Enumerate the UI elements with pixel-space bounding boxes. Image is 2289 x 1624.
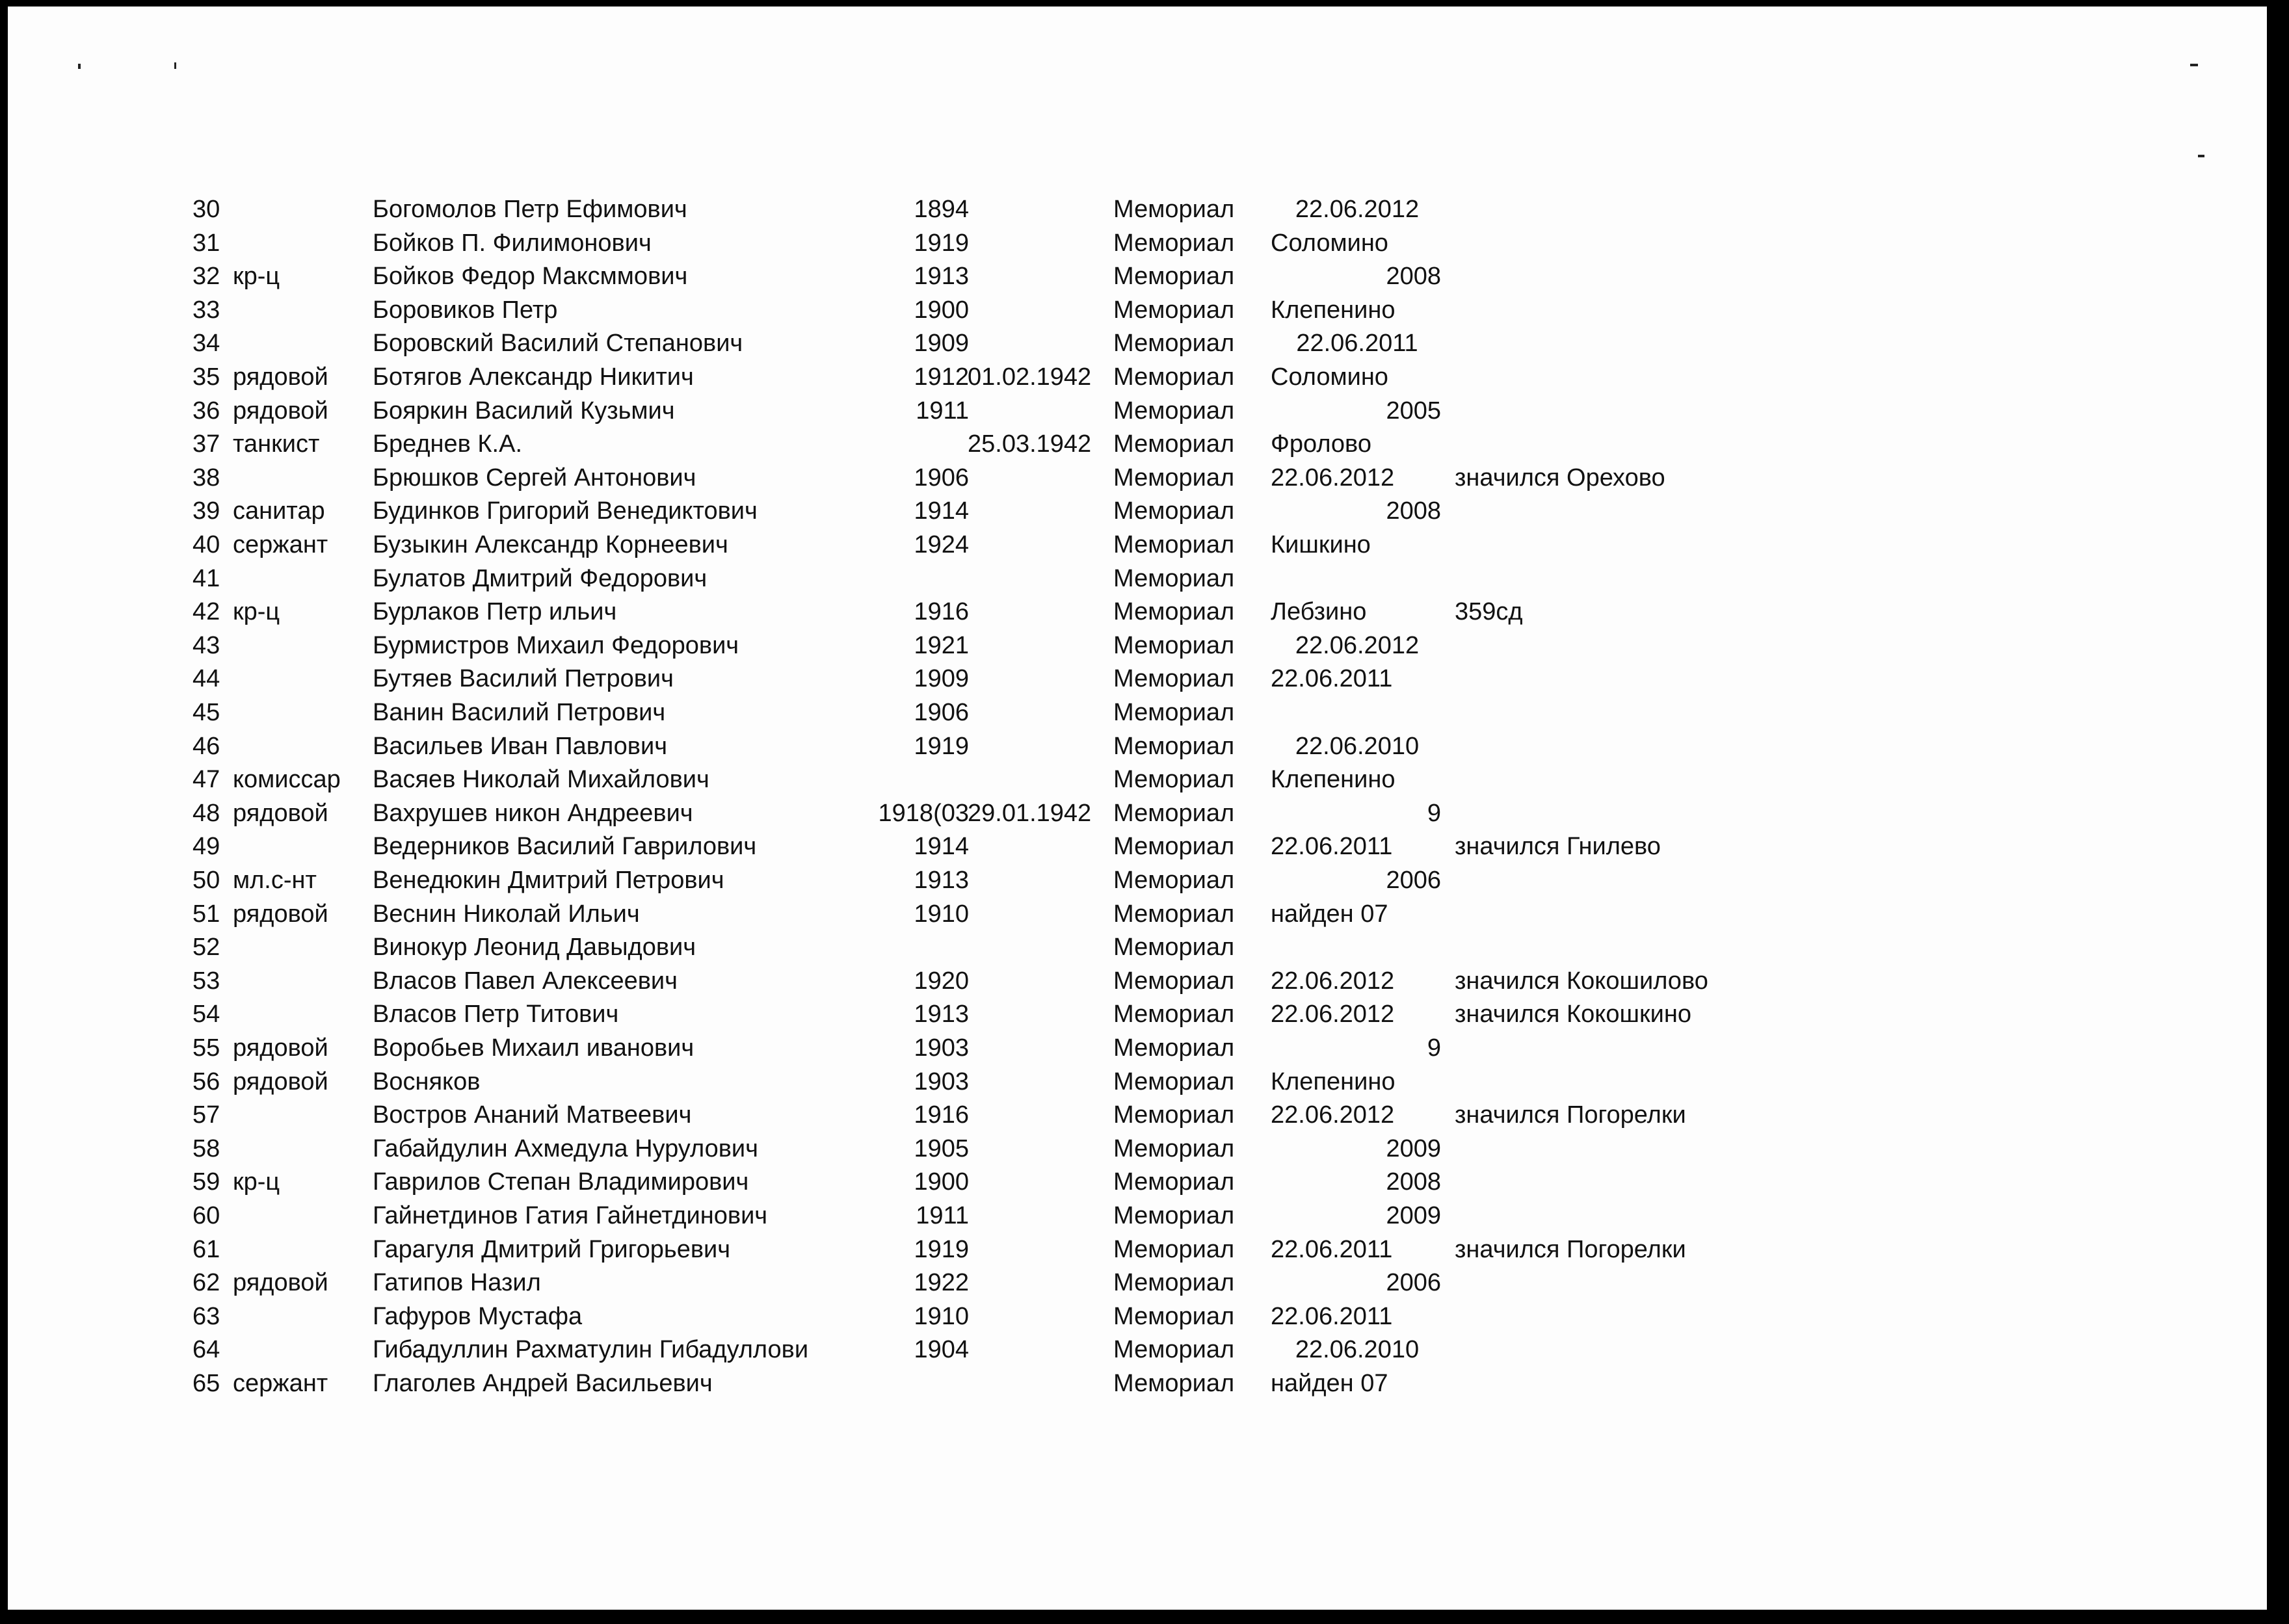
- birth-year-cell: 1900: [914, 296, 969, 324]
- name-cell: Гаврилов Степан Владимирович: [373, 1168, 749, 1196]
- name-cell: Бутяев Василий Петрович: [373, 665, 674, 693]
- name-cell: Веснин Николай Ильич: [373, 900, 640, 928]
- place-cell: 22.06.2011: [1271, 665, 1393, 693]
- rank-cell: кр-ц: [233, 598, 280, 626]
- name-cell: Габайдулин Ахмедула Нурулович: [373, 1134, 758, 1162]
- name-cell: Бояркин Василий Кузьмич: [373, 397, 675, 425]
- memorial-cell: Мемориал: [1113, 967, 1235, 995]
- rank-cell: кр-ц: [233, 1168, 280, 1196]
- place-cell: Клепенино: [1271, 1067, 1396, 1095]
- memorial-cell: Мемориал: [1113, 766, 1235, 794]
- birth-year-cell: 1919: [914, 1235, 969, 1263]
- birth-year-cell: 1894: [914, 196, 969, 223]
- row-number: 59: [192, 1168, 220, 1196]
- table-row: [0, 1199, 2211, 1233]
- memorial-cell: Мемориал: [1113, 934, 1235, 962]
- table-row: [0, 427, 2211, 461]
- name-cell: Будинков Григорий Венедиктович: [373, 497, 758, 525]
- name-cell: Бойков Федор Максммович: [373, 263, 688, 291]
- rank-cell: танкист: [233, 430, 320, 458]
- memorial-cell: Мемориал: [1113, 598, 1235, 626]
- memorial-cell: Мемориал: [1113, 1202, 1235, 1229]
- row-number: 53: [192, 967, 220, 995]
- name-cell: Венедюкин Дмитрий Петрович: [373, 867, 724, 894]
- birth-year-cell: 1919: [914, 732, 969, 760]
- table-row: [0, 326, 2211, 360]
- name-cell: Богомолов Петр Ефимович: [373, 196, 687, 223]
- note-cell: 359сд: [1455, 598, 1523, 626]
- name-cell: Ванин Василий Петрович: [373, 699, 666, 726]
- name-cell: Бурлаков Петр ильич: [373, 598, 617, 626]
- table-row: [0, 1031, 2211, 1065]
- row-number: 52: [192, 934, 220, 962]
- row-number: 38: [192, 464, 220, 491]
- memorial-cell: Мемориал: [1113, 833, 1235, 861]
- death-date-cell: 29.01.1942: [968, 799, 1092, 827]
- name-cell: Власов Павел Алексеевич: [373, 967, 678, 995]
- place-cell: Лебзино: [1271, 598, 1367, 626]
- birth-year-cell: 1914: [914, 833, 969, 861]
- birth-year-cell: 1903: [914, 1034, 969, 1062]
- memorial-cell: Мемориал: [1113, 363, 1235, 391]
- birth-year-cell: 1906: [914, 464, 969, 491]
- memorial-cell: Мемориал: [1113, 1001, 1235, 1028]
- place-cell: 22.06.2011: [1271, 1235, 1393, 1263]
- table-row: [0, 1132, 2211, 1166]
- rank-cell: сержант: [233, 531, 328, 558]
- place-cell: 22.06.2012: [1271, 464, 1395, 491]
- place-cell: 2008: [1386, 497, 1441, 525]
- name-cell: Винокур Леонид Давыдович: [373, 934, 696, 962]
- place-cell: 22.06.2012: [1295, 196, 1420, 223]
- place-cell: 9: [1427, 1034, 1441, 1062]
- birth-year-cell: 1921: [914, 631, 969, 659]
- birth-year-cell: 1904: [914, 1336, 969, 1364]
- place-cell: 2008: [1386, 1168, 1441, 1196]
- table-row: [0, 729, 2211, 763]
- name-cell: Гафуров Мустафа: [373, 1302, 583, 1330]
- table-row: [0, 662, 2211, 696]
- death-date-cell: 25.03.1942: [968, 430, 1092, 458]
- table-row: [0, 1233, 2211, 1266]
- row-number: 41: [192, 564, 220, 592]
- row-number: 37: [192, 430, 220, 458]
- note-cell: значился Погорелки: [1455, 1101, 1686, 1129]
- note-cell: значился Гнилево: [1455, 833, 1661, 861]
- row-number: 31: [192, 229, 220, 257]
- birth-year-cell: 1905: [914, 1134, 969, 1162]
- name-cell: Ведерников Василий Гаврилович: [373, 833, 757, 861]
- table-row: [0, 1098, 2211, 1132]
- birth-year-cell: 1916: [914, 1101, 969, 1129]
- rank-cell: сержант: [233, 1370, 328, 1397]
- birth-year-cell: 1920: [914, 967, 969, 995]
- table-row: [0, 897, 2211, 931]
- memorial-cell: Мемориал: [1113, 464, 1235, 491]
- row-number: 63: [192, 1302, 220, 1330]
- table-row: [0, 696, 2211, 729]
- name-cell: Гибадуллин Рахматулин Гибадуллови: [373, 1336, 809, 1364]
- place-cell: 22.06.2012: [1295, 631, 1420, 659]
- birth-year-cell: 1906: [914, 699, 969, 726]
- table-row: [0, 930, 2211, 964]
- row-number: 35: [192, 363, 220, 391]
- name-cell: Боровиков Петр: [373, 296, 558, 324]
- table-row: [0, 1367, 2211, 1400]
- name-cell: Брюшков Сергей Антонович: [373, 464, 696, 491]
- rank-cell: рядовой: [233, 1067, 328, 1095]
- birth-year-cell: 1919: [914, 229, 969, 257]
- row-number: 47: [192, 766, 220, 794]
- birth-year-cell: 1900: [914, 1168, 969, 1196]
- rank-cell: рядовой: [233, 799, 328, 827]
- place-cell: 22.06.2010: [1295, 1336, 1420, 1364]
- rank-cell: рядовой: [233, 363, 328, 391]
- table-row: [0, 1300, 2211, 1333]
- birth-year-cell: 1914: [914, 497, 969, 525]
- table-row: [0, 629, 2211, 662]
- row-number: 61: [192, 1235, 220, 1263]
- birth-year-cell: 1913: [914, 867, 969, 894]
- row-number: 30: [192, 196, 220, 223]
- row-number: 32: [192, 263, 220, 291]
- place-cell: 22.06.2011: [1296, 330, 1418, 358]
- birth-year-cell: 1913: [914, 1001, 969, 1028]
- row-number: 51: [192, 900, 220, 928]
- name-cell: Бузыкин Александр Корнеевич: [373, 531, 728, 558]
- place-cell: найден 07: [1271, 900, 1388, 928]
- birth-year-cell: 1909: [914, 665, 969, 693]
- table-row: [0, 830, 2211, 863]
- name-cell: Гарагуля Дмитрий Григорьевич: [373, 1235, 731, 1263]
- table-row: [0, 259, 2211, 293]
- place-cell: 22.06.2011: [1271, 1302, 1393, 1330]
- memorial-cell: Мемориал: [1113, 1336, 1235, 1364]
- place-cell: 22.06.2012: [1271, 1001, 1395, 1028]
- memorial-cell: Мемориал: [1113, 1134, 1235, 1162]
- name-cell: Востров Ананий Матвеевич: [373, 1101, 692, 1129]
- row-number: 56: [192, 1067, 220, 1095]
- row-number: 33: [192, 296, 220, 324]
- table-row: [0, 562, 2211, 596]
- name-cell: Глаголев Андрей Васильевич: [373, 1370, 713, 1397]
- row-number: 44: [192, 665, 220, 693]
- place-cell: Клепенино: [1271, 296, 1396, 324]
- table-row: [0, 1065, 2211, 1099]
- memorial-cell: Мемориал: [1113, 1067, 1235, 1095]
- row-number: 50: [192, 867, 220, 894]
- row-number: 62: [192, 1269, 220, 1297]
- table-row: [0, 595, 2211, 629]
- birth-year-cell: 1903: [914, 1067, 969, 1095]
- memorial-cell: Мемориал: [1113, 531, 1235, 558]
- memorial-cell: Мемориал: [1113, 1235, 1235, 1263]
- birth-year-cell: 1909: [914, 330, 969, 358]
- row-number: 49: [192, 833, 220, 861]
- place-cell: Соломино: [1271, 229, 1388, 257]
- table-row: [0, 226, 2211, 260]
- birth-year-cell: 1911: [916, 1202, 969, 1229]
- table-row: [0, 461, 2211, 495]
- memorial-cell: Мемориал: [1113, 665, 1235, 693]
- name-cell: Власов Петр Титович: [373, 1001, 619, 1028]
- row-number: 42: [192, 598, 220, 626]
- note-cell: значился Погорелки: [1455, 1235, 1686, 1263]
- table-row: [0, 1266, 2211, 1300]
- name-cell: Бойков П. Филимонович: [373, 229, 652, 257]
- row-number: 45: [192, 699, 220, 726]
- name-cell: Васяев Николай Михайлович: [373, 766, 709, 794]
- rank-cell: рядовой: [233, 397, 328, 425]
- memorial-cell: Мемориал: [1113, 564, 1235, 592]
- name-cell: Гайнетдинов Гатия Гайнетдинович: [373, 1202, 768, 1229]
- rank-cell: санитар: [233, 497, 325, 525]
- row-number: 34: [192, 330, 220, 358]
- name-cell: Гатипов Назил: [373, 1269, 541, 1297]
- memorial-cell: Мемориал: [1113, 799, 1235, 827]
- place-cell: 22.06.2012: [1271, 1101, 1395, 1129]
- memorial-cell: Мемориал: [1113, 732, 1235, 760]
- rank-cell: рядовой: [233, 900, 328, 928]
- memorial-cell: Мемориал: [1113, 497, 1235, 525]
- birth-year-cell: 1924: [914, 531, 969, 558]
- place-cell: 22.06.2010: [1295, 732, 1420, 760]
- row-number: 46: [192, 732, 220, 760]
- birth-year-cell: 1911: [916, 397, 969, 425]
- birth-year-cell: 1916: [914, 598, 969, 626]
- row-number: 48: [192, 799, 220, 827]
- name-cell: Воробьев Михаил иванович: [373, 1034, 695, 1062]
- memorial-cell: Мемориал: [1113, 1034, 1235, 1062]
- memorial-cell: Мемориал: [1113, 196, 1235, 223]
- place-cell: 2009: [1386, 1134, 1441, 1162]
- table-row: [0, 796, 2211, 830]
- birth-year-cell: 1910: [914, 1302, 969, 1330]
- table-row: [0, 1333, 2211, 1367]
- table-row: [0, 863, 2211, 897]
- birth-year-cell: 1913: [914, 263, 969, 291]
- table-row: [0, 192, 2211, 226]
- memorial-cell: Мемориал: [1113, 900, 1235, 928]
- rank-cell: рядовой: [233, 1034, 328, 1062]
- name-cell: Восняков: [373, 1067, 481, 1095]
- row-number: 55: [192, 1034, 220, 1062]
- rank-cell: мл.с-нт: [233, 867, 317, 894]
- memorial-cell: Мемориал: [1113, 229, 1235, 257]
- name-cell: Васильев Иван Павлович: [373, 732, 668, 760]
- place-cell: 2009: [1386, 1202, 1441, 1229]
- memorial-cell: Мемориал: [1113, 430, 1235, 458]
- place-cell: 22.06.2011: [1271, 833, 1393, 861]
- rank-cell: рядовой: [233, 1269, 328, 1297]
- name-cell: Бурмистров Михаил Федорович: [373, 631, 739, 659]
- place-cell: 22.06.2012: [1271, 967, 1395, 995]
- birth-year-cell: 1922: [914, 1269, 969, 1297]
- note-cell: значился Кокошилово: [1455, 967, 1708, 995]
- place-cell: 2006: [1386, 867, 1441, 894]
- row-number: 40: [192, 531, 220, 558]
- row-number: 39: [192, 497, 220, 525]
- note-cell: значился Кокошкино: [1455, 1001, 1691, 1028]
- place-cell: найден 07: [1271, 1370, 1388, 1397]
- row-number: 57: [192, 1101, 220, 1129]
- place-cell: Фролово: [1271, 430, 1371, 458]
- memorial-cell: Мемориал: [1113, 631, 1235, 659]
- row-number: 43: [192, 631, 220, 659]
- row-number: 60: [192, 1202, 220, 1229]
- name-cell: Ботягов Александр Никитич: [373, 363, 694, 391]
- table-row: [0, 997, 2211, 1031]
- place-cell: 9: [1427, 799, 1441, 827]
- memorial-cell: Мемориал: [1113, 330, 1235, 358]
- table-row: [0, 763, 2211, 796]
- memorial-cell: Мемориал: [1113, 397, 1235, 425]
- place-cell: Соломино: [1271, 363, 1388, 391]
- table-row: [0, 494, 2211, 528]
- place-cell: Клепенино: [1271, 766, 1396, 794]
- memorial-cell: Мемориал: [1113, 1168, 1235, 1196]
- table-row: [0, 394, 2211, 428]
- place-cell: 2006: [1386, 1269, 1441, 1297]
- place-cell: 2008: [1386, 263, 1441, 291]
- name-cell: Боровский Василий Степанович: [373, 330, 743, 358]
- row-number: 54: [192, 1001, 220, 1028]
- rank-cell: комиссар: [233, 766, 341, 794]
- memorial-cell: Мемориал: [1113, 1101, 1235, 1129]
- birth-year-cell: 1910: [914, 900, 969, 928]
- memorial-cell: Мемориал: [1113, 1370, 1235, 1397]
- memorial-cell: Мемориал: [1113, 699, 1235, 726]
- birth-year-cell: 1918(03: [878, 799, 969, 827]
- note-cell: значился Орехово: [1455, 464, 1665, 491]
- memorial-cell: Мемориал: [1113, 867, 1235, 894]
- name-cell: Бреднев К.А.: [373, 430, 523, 458]
- row-number: 65: [192, 1370, 220, 1397]
- memorial-cell: Мемориал: [1113, 1302, 1235, 1330]
- table-row: [0, 1165, 2211, 1199]
- table-row: [0, 360, 2211, 394]
- table-row: [0, 293, 2211, 327]
- memorial-cell: Мемориал: [1113, 1269, 1235, 1297]
- row-number: 36: [192, 397, 220, 425]
- table-row: [0, 964, 2211, 998]
- name-cell: Булатов Дмитрий Федорович: [373, 564, 708, 592]
- row-number: 58: [192, 1134, 220, 1162]
- rank-cell: кр-ц: [233, 263, 280, 291]
- birth-year-cell: 1912: [914, 363, 969, 391]
- table-row: [0, 528, 2211, 562]
- memorial-cell: Мемориал: [1113, 263, 1235, 291]
- place-cell: 2005: [1386, 397, 1441, 425]
- name-cell: Вахрушев никон Андреевич: [373, 799, 693, 827]
- memorial-cell: Мемориал: [1113, 296, 1235, 324]
- place-cell: Кишкино: [1271, 531, 1371, 558]
- death-date-cell: 01.02.1942: [968, 363, 1092, 391]
- row-number: 64: [192, 1336, 220, 1364]
